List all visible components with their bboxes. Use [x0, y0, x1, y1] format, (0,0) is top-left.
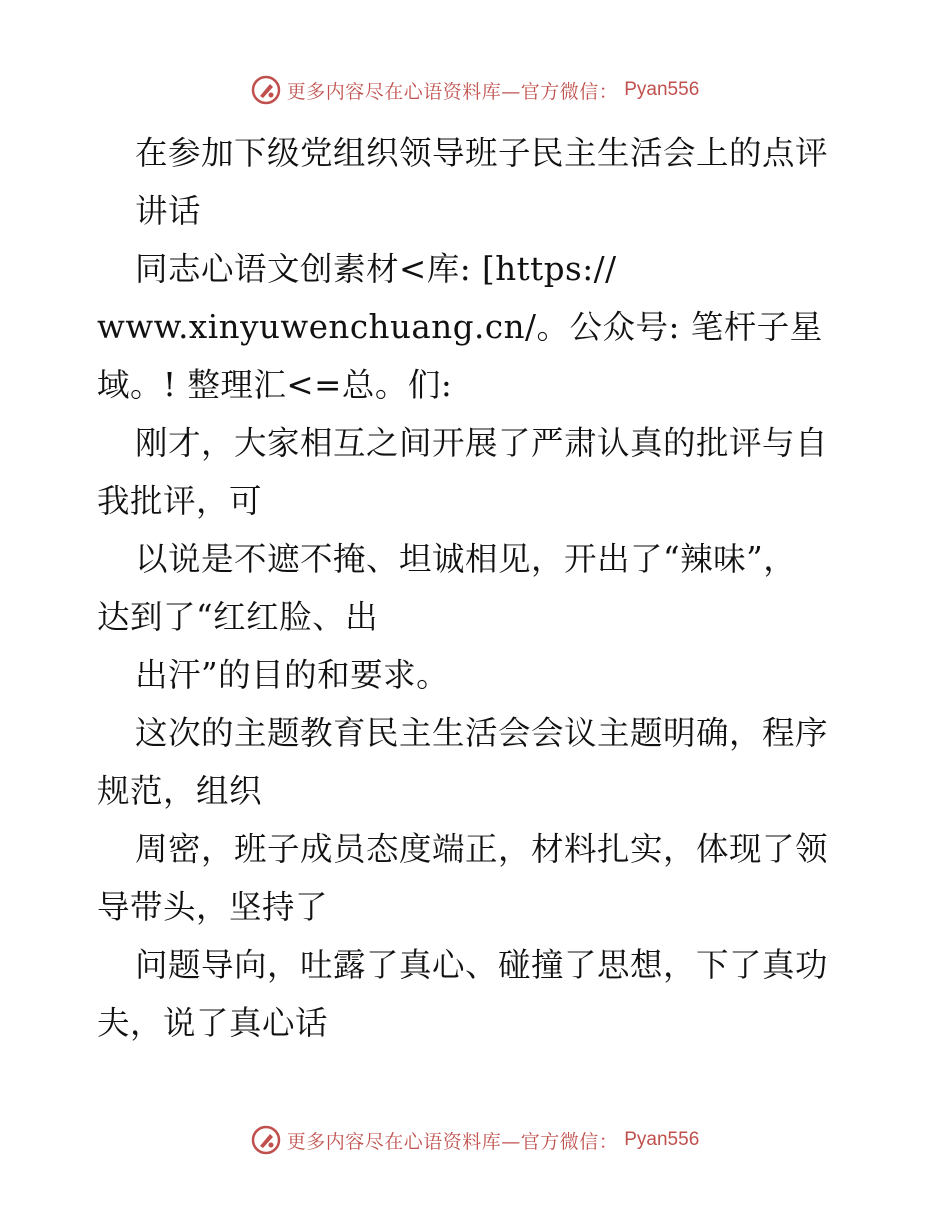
doc-line: 导带头，坚持了: [97, 888, 329, 926]
doc-line: 夫，说了真心话: [97, 1004, 329, 1042]
doc-line: 周密，班子成员态度端正，材料扎实，体现了领: [135, 830, 829, 868]
banner-text: 更多内容尽在心语资料库—官方微信：: [286, 80, 619, 103]
doc-line: 我批评，可: [97, 482, 263, 520]
doc-line: 刚才，大家相互之间开展了严肃认真的批评与自: [135, 424, 829, 462]
banner-wechat-handle: Pyan556: [624, 1129, 700, 1150]
pen-nib-logo-icon: [251, 75, 281, 105]
doc-line: 域。! 整理汇<=总。们:: [97, 366, 453, 404]
doc-line: 出汗”的目的和要求。: [135, 656, 450, 694]
doc-line: 达到了“红红脸、出: [97, 598, 379, 636]
doc-line: www.xinyuwenchuang.cn/。公众号: 笔杆子星: [97, 308, 823, 346]
doc-line: 同志心语文创素材<库: [https://: [135, 250, 617, 288]
doc-line: 这次的主题教育民主生活会会议主题明确，程序: [135, 714, 829, 752]
banner-wechat-handle: Pyan556: [624, 79, 700, 100]
doc-line: 在参加下级党组织领导班子民主生活会上的点评: [135, 134, 829, 172]
document-body: [97, 124, 857, 1052]
doc-line: 规范，组织: [97, 772, 263, 810]
doc-line: 讲话: [135, 192, 202, 230]
doc-line: 以说是不遮不掩、坦诚相见，开出了“辣味”，: [135, 540, 797, 578]
header-banner: [0, 70, 950, 110]
banner-text: 更多内容尽在心语资料库—官方微信：: [286, 1130, 619, 1153]
doc-line: 问题导向，吐露了真心、碰撞了思想，下了真功: [135, 946, 829, 984]
footer-banner: [0, 1120, 950, 1160]
pen-nib-logo-icon: [251, 1125, 281, 1155]
